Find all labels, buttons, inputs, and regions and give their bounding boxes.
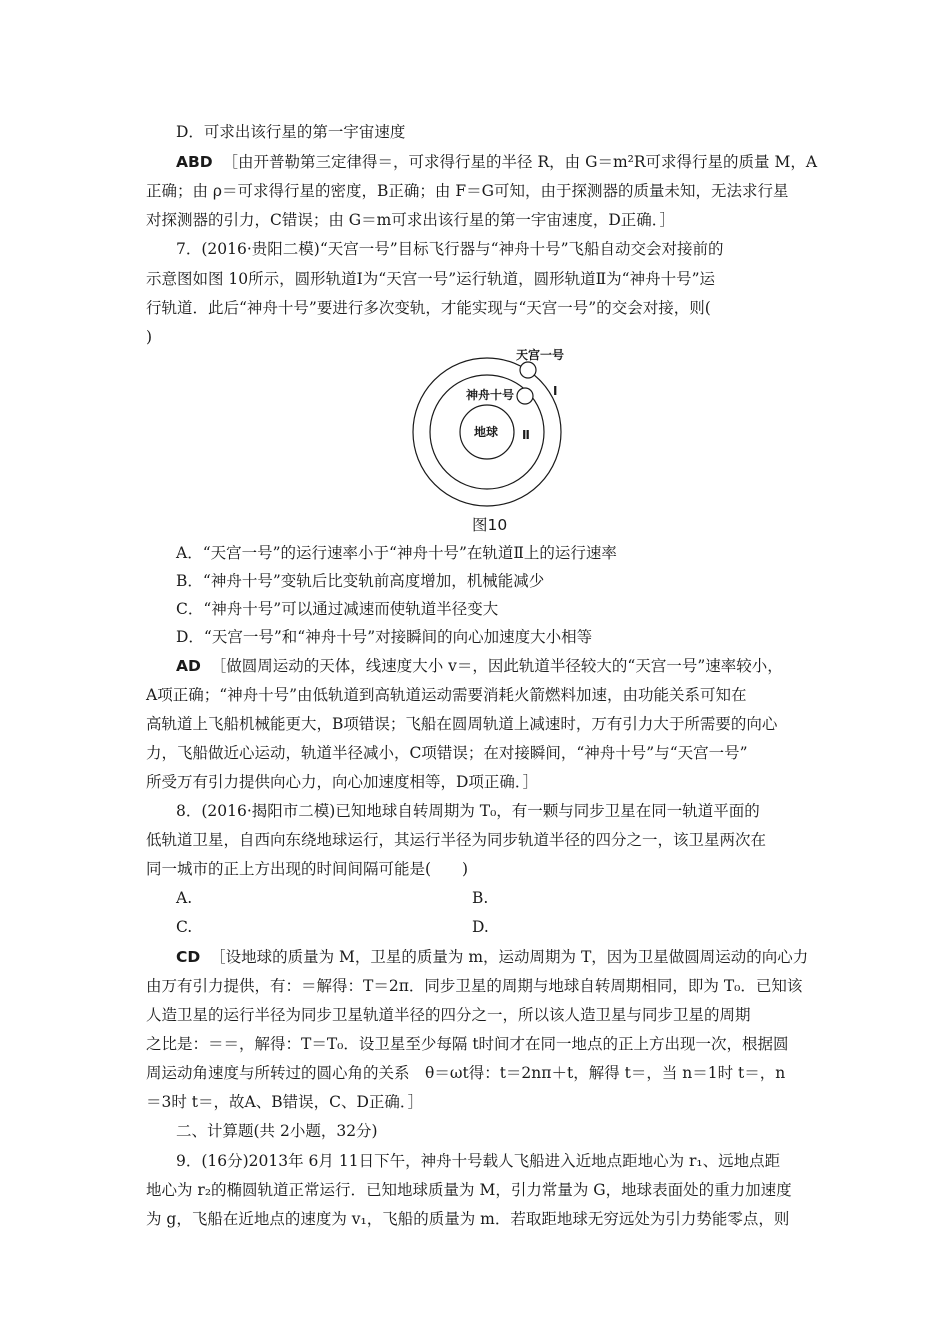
label-orbit-1: Ⅰ [553, 384, 558, 398]
q8-option-b: B. [472, 889, 489, 907]
q7-option-d: D．“天宫一号”和“神舟十号”对接瞬间的向心加速度大小相等 [176, 628, 593, 646]
q8-stem-line1: 8．(2016·揭阳市二模)已知地球自转周期为 T₀，有一颗与同步卫星在同一轨道平面的 [176, 802, 760, 820]
section-heading: 二、计算题(共 2小题，32分) [176, 1122, 378, 1140]
q9-stem-line2: 地心为 r₂的椭圆轨道正常运行．已知地球质量为 M，引力常量为 G，地球表面处的重力加速度 [146, 1181, 792, 1199]
q7-stem-line4: ) [146, 328, 153, 346]
q7-stem-line3: 行轨道．此后“神舟十号”要进行多次变轨，才能实现与“天宫一号”的交会对接，则( [146, 299, 711, 317]
q7-stem-line1: 7．(2016·贵阳二模)“天宫一号”目标飞行器与“神舟十号”飞船自动交会对接前的 [176, 240, 724, 258]
q7-option-b: B．“神舟十号”变轨后比变轨前高度增加，机械能减少 [176, 572, 545, 590]
q8-answer-line3: 人造卫星的运行半径为同步卫星轨道半径的四分之一，所以该人造卫星与同步卫星的周期 [146, 1006, 751, 1024]
figure-caption: 图10 [472, 516, 508, 534]
q8-option-c: C. [176, 918, 193, 936]
q8-stem-line2: 低轨道卫星，自西向东绕地球运行，其运行半径为同步轨道半径的四分之一，该卫星两次在 [146, 831, 767, 849]
q8-stem-line3: 同一城市的正上方出现的时间间隔可能是( ) [146, 860, 469, 878]
q8-answer-line4: 之比是：＝＝，解得：T＝T₀．设卫星至少每隔 t时间才在同一地点的正上方出现一次，根据圆 [146, 1035, 789, 1053]
q6-answer-line1: ABD ［由开普勒第三定律得＝，可求得行星的半径 R，由 G＝m²R可求得行星的质量 M，A [176, 153, 818, 171]
q6-answer-line2: 正确；由 ρ＝可求得行星的密度，B正确；由 F＝G可知，由于探测器的质量未知，无法求行星 [146, 182, 789, 200]
q7-option-c: C．“神舟十号”可以通过减速而使轨道半径变大 [176, 600, 499, 618]
label-orbit-2: Ⅱ [522, 428, 530, 442]
q8-answer-line2: 由万有引力提供，有：＝解得：T＝2π．同步卫星的周期与地球自转周期相同，即为 T₀．已知该 [146, 977, 803, 995]
shenzhou-craft [517, 388, 533, 404]
q9-stem-line3: 为 g，飞船在近地点的速度为 v₁，飞船的质量为 m．若取距地球无穷远处为引力势能零点，则 [146, 1210, 790, 1228]
q7-answer-key: AD [176, 657, 201, 675]
q7-answer-line3: 高轨道上飞船机械能更大，B项错误；飞船在圆周轨道上减速时，万有引力大于所需要的向心 [146, 715, 778, 733]
q8-answer-line1: CD ［设地球的质量为 M，卫星的质量为 m，运动周期为 T，因为卫星做圆周运动的向心力 [176, 948, 809, 966]
q7-answer-line2: A项正确；“神舟十号”由低轨道到高轨道运动需要消耗火箭燃料加速，由功能关系可知在 [146, 686, 747, 704]
q6-answer-key: ABD [176, 153, 213, 171]
label-shenzhou: 神舟十号 [466, 388, 515, 402]
q8-answer-key: CD [176, 948, 201, 966]
orbit-diagram [412, 342, 572, 512]
q8-option-a: A. [176, 889, 193, 907]
q7-answer-line1: AD ［做圆周运动的天体，线速度大小 v＝，因此轨道半径较大的“天宫一号”速率较小， [176, 657, 783, 675]
q8-answer-line6: ＝3时 t＝，故A、B错误，C、D正确．］ [146, 1093, 424, 1111]
label-tiangong: 天宫一号 [516, 348, 565, 362]
q7-answer-line4: 力，飞船做近心运动，轨道半径减小，C项错误；在对接瞬间，“神舟十号”与“天宫一号” [146, 744, 748, 762]
tiangong-craft [520, 362, 536, 378]
q8-answer-line5: 周运动角速度与所转过的圆心角的关系 θ＝ωt得：t＝2nπ＋t，解得 t＝，当 n＝1时 t＝，n [146, 1064, 786, 1082]
q9-stem-line1: 9．(16分)2013年 6月 11日下午，神舟十号载人飞船进入近地点距地心为 r₁、远地点距 [176, 1152, 781, 1170]
q7-stem-line2: 示意图如图 10所示，圆形轨道Ⅰ为“天宫一号”运行轨道，圆形轨道Ⅱ为“神舟十号”运 [146, 270, 716, 288]
q7-option-a: A．“天宫一号”的运行速率小于“神舟十号”在轨道Ⅱ上的运行速率 [176, 544, 617, 562]
label-earth: 地球 [474, 425, 499, 439]
q6-answer-line3: 对探测器的引力，C错误；由 G＝m可求出该行星的第一宇宙速度，D正确．］ [146, 211, 676, 229]
q8-option-d: D. [472, 918, 489, 936]
q7-answer-line5: 所受万有引力提供向心力，向心加速度相等，D项正确．］ [146, 773, 539, 791]
q6-option-d: D．可求出该行星的第一宇宙速度 [176, 123, 406, 141]
